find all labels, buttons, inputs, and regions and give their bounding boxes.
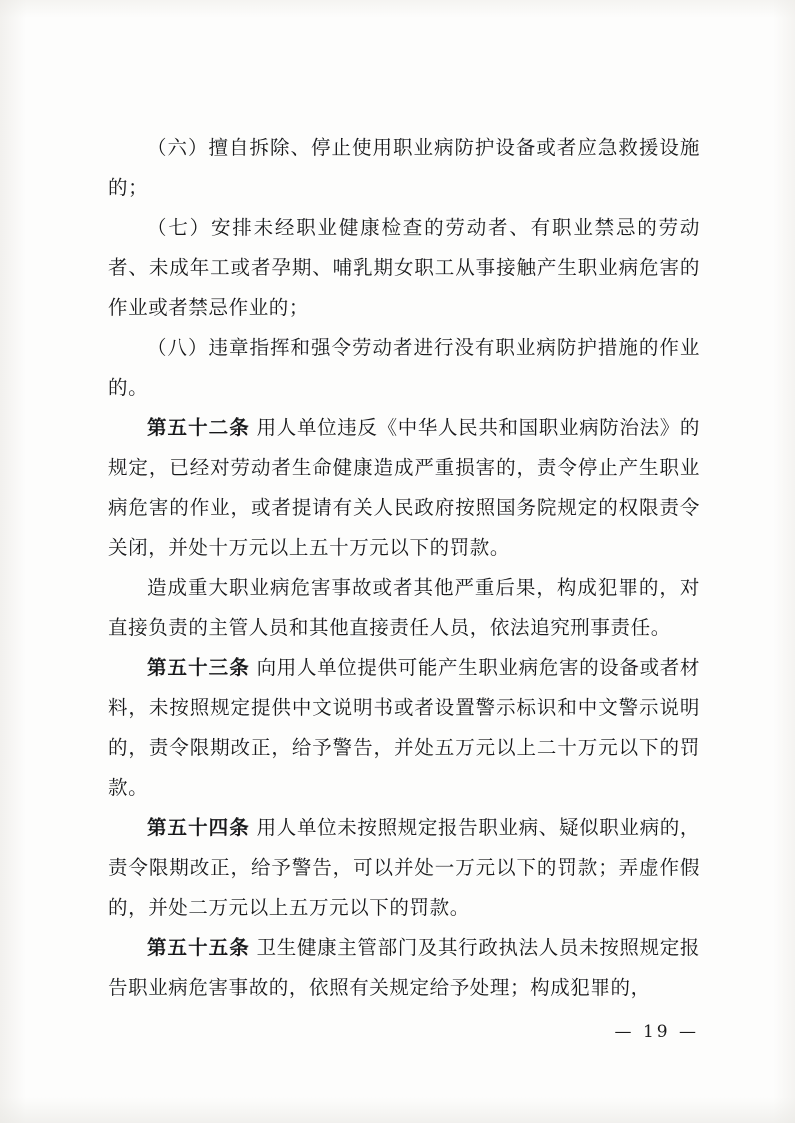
paragraph-article-52 [108, 408, 700, 568]
paragraph-article-55 [108, 928, 700, 1008]
paragraph-text: 卫生健康主管部门及其行政执法人员未按照规定报告职业病危害事故的，依照有关规定给予处理；构成犯罪的， [108, 936, 700, 999]
paragraph-text: （八）违章指挥和强令劳动者进行没有职业病防护措施的作业的。 [108, 336, 700, 399]
scan-edge-top [0, 0, 795, 18]
article-label: 第五十二条 [147, 416, 250, 439]
paragraph-item-eight [108, 328, 700, 408]
scan-edge-right [773, 0, 795, 1123]
paragraph-item-seven [108, 208, 700, 328]
paragraph-article-52-second [108, 568, 700, 648]
article-label: 第五十三条 [147, 656, 250, 679]
paragraph-text: 造成重大职业病危害事故或者其他严重后果，构成犯罪的，对直接负责的主管人员和其他直接责任人员，依法追究刑事责任。 [108, 576, 700, 639]
article-label: 第五十五条 [147, 936, 250, 959]
paragraph-item-six [108, 128, 700, 208]
paragraph-text: 用人单位违反《中华人民共和国职业病防治法》的规定，已经对劳动者生命健康造成严重损害的，责令停止产生职业病危害的作业，或者提请有关人民政府按照国务院规定的权限责令关闭，并处十万元以上五十万元以下的罚款。 [108, 416, 700, 559]
paragraph-text: （六）擅自拆除、停止使用职业病防护设备或者应急救援设施的； [108, 136, 700, 199]
paragraph-article-53 [108, 648, 700, 808]
scan-edge-left [0, 0, 26, 1123]
paragraph-text: （七）安排未经职业健康检查的劳动者、有职业禁忌的劳动者、未成年工或者孕期、哺乳期女职工从事接触产生职业病危害的作业或者禁忌作业的； [108, 216, 700, 319]
scan-edge-bottom [0, 1097, 795, 1123]
paragraph-article-54 [108, 808, 700, 928]
page-number: — 19 — [614, 1022, 699, 1042]
article-label: 第五十四条 [147, 816, 250, 839]
paragraph-text: 用人单位未按照规定报告职业病、疑似职业病的，责令限期改正，给予警告，可以并处一万元以下的罚款；弄虚作假的，并处二万元以上五万元以下的罚款。 [108, 816, 700, 919]
paragraph-text: 向用人单位提供可能产生职业病危害的设备或者材料，未按照规定提供中文说明书或者设置警示标识和中文警示说明的，责令限期改正，给予警告，并处五万元以上二十万元以下的罚款。 [108, 656, 700, 799]
document-body [108, 128, 700, 1008]
